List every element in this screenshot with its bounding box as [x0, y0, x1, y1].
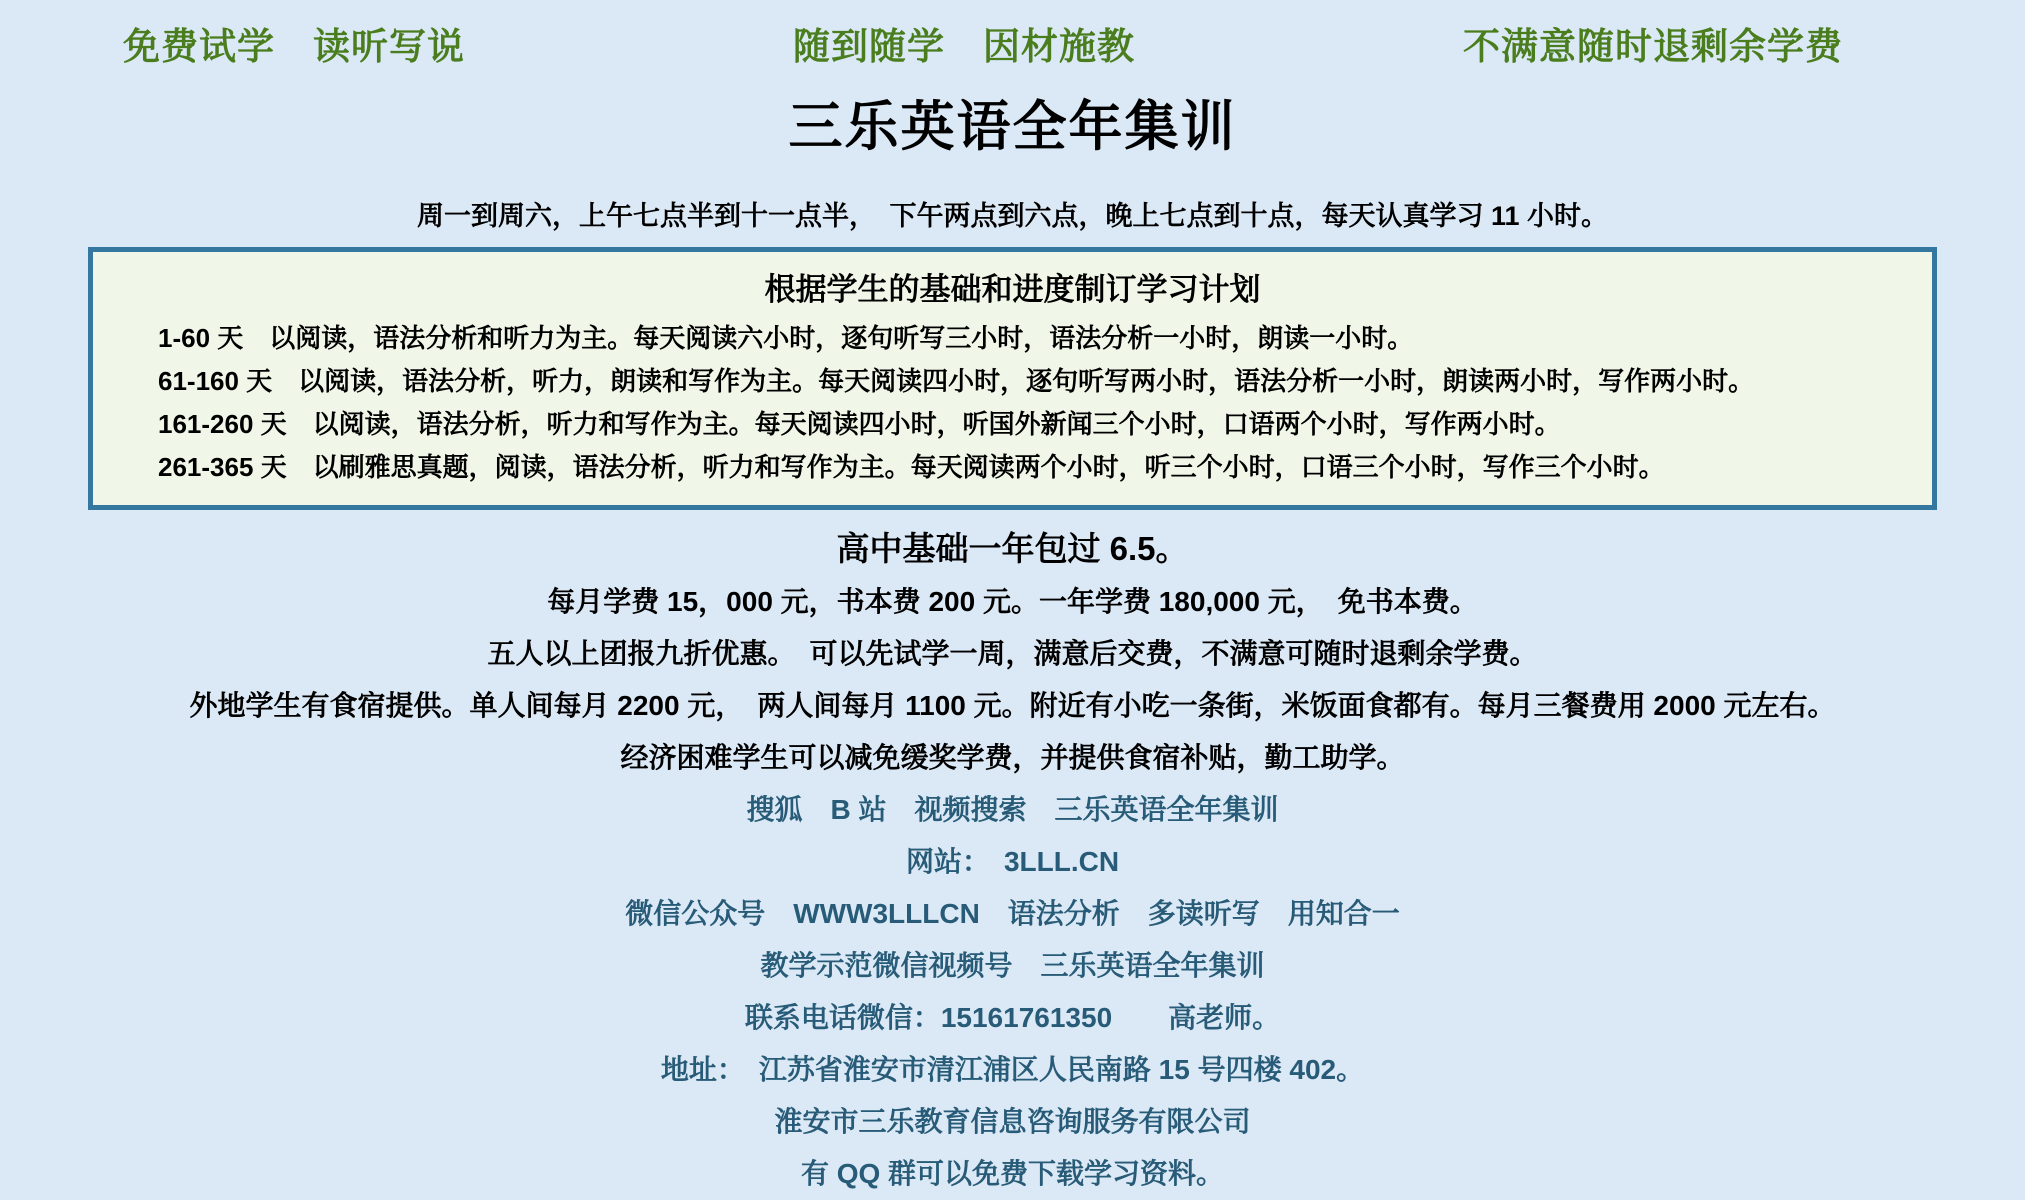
plan-box	[88, 247, 1937, 510]
detail-line-financial-aid: 经济困难学生可以减免缓奖学费，并提供食宿补贴，勤工助学。	[620, 742, 1405, 774]
slogan-refund: 不满意随时退剩余学费	[1463, 26, 1843, 67]
contacts-section	[0, 784, 2025, 1200]
detail-line-tuition: 每月学费 15，000 元，书本费 200 元。一年学费 180,000 元， 免书本费。	[547, 586, 1478, 618]
plan-item-days-161-260: 161-260 天 以阅读，语法分析，听力和写作为主。每天阅读四小时，听国外新闻三个小时，口语两个小时，写作两小时。	[158, 409, 1561, 440]
page-title: 三乐英语全年集训	[788, 97, 1237, 157]
contact-wechat-official: 微信公众号 WWW3LLLCN 语法分析 多读听写 用知合一	[625, 898, 1400, 930]
contact-website: 网站： 3LLL.CN	[905, 846, 1120, 878]
details-section	[0, 522, 2025, 784]
contact-video-search: 搜狐 B 站 视频搜索 三乐英语全年集训	[746, 794, 1279, 826]
contact-wechat-video: 教学示范微信视频号 三乐英语全年集训	[760, 950, 1265, 982]
plan-title: 根据学生的基础和进度制订学习计划	[764, 272, 1261, 308]
contact-company: 淮安市三乐教育信息咨询服务有限公司	[774, 1106, 1251, 1138]
slogan-flexible-start: 随到随学 因材施教	[793, 26, 1135, 67]
slogan-free-trial: 免费试学 读听写说	[123, 26, 465, 67]
plan-item-days-1-60: 1-60 天 以阅读，语法分析和听力为主。每天阅读六小时，逐句听写三小时，语法分析一小时，朗读一小时。	[158, 323, 1414, 354]
detail-line-discount: 五人以上团报九折优惠。 可以先试学一周，满意后交费，不满意可随时退剩余学费。	[487, 638, 1538, 670]
schedule-line: 周一到周六，上午七点半到十一点半， 下午两点到六点，晚上七点到十点，每天认真学习 11 小时。	[416, 201, 1609, 232]
slogan-row	[0, 0, 2025, 70]
detail-line-accommodation: 外地学生有食宿提供。单人间每月 2200 元， 两人间每月 1100 元。附近有小吃一条街，米饭面食都有。每月三餐费用 2000 元左右。	[189, 690, 1836, 722]
plan-item-days-61-160: 61-160 天 以阅读，语法分析，听力，朗读和写作为主。每天阅读四小时，逐句听写两小时，语法分析一小时，朗读两小时，写作两小时。	[158, 366, 1755, 397]
plan-item-days-261-365: 261-365 天 以刷雅思真题，阅读，语法分析，听力和写作为主。每天阅读两个小时，听三个小时，口语三个小时，写作三个小时。	[158, 452, 1665, 483]
contact-qq: 有 QQ 群可以免费下载学习资料。	[800, 1158, 1225, 1190]
contact-address: 地址： 江苏省淮安市清江浦区人民南路 15 号四楼 402。	[660, 1054, 1365, 1086]
contact-phone: 联系电话微信：15161761350 高老师。	[744, 1002, 1281, 1034]
detail-headline-guarantee: 高中基础一年包过 6.5。	[836, 530, 1189, 568]
